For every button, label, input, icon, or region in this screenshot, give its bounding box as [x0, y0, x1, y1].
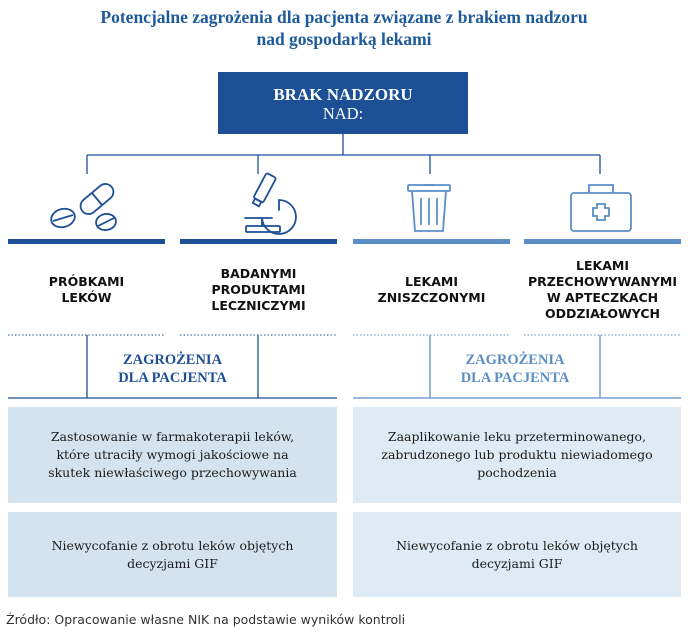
panel-left-top-line-2: które utraciły wymogi jakościowe na	[56, 447, 289, 462]
category-4-line-4: ODDZIAŁOWYCH	[544, 306, 660, 321]
category-3-line-2: ZNISZCZONYMI	[377, 290, 486, 305]
panel-left-bottom-line-1: Niewycofanie z obrotu leków objętych	[51, 537, 294, 553]
category-lekami-przechowywanymi	[524, 248, 681, 332]
category-2-line-2: PRODUKTAMI	[211, 282, 306, 297]
panel-left-top-line-1: Zastosowanie w farmakoterapii leków,	[50, 429, 295, 444]
title-line-1: Potencjalne zagrożenia dla pacjenta związane z brakiem nadzoru	[100, 7, 588, 27]
category-bar-4	[524, 239, 681, 244]
trash-bin-icon	[408, 185, 450, 231]
category-4-line-1: LEKAMI	[576, 258, 629, 273]
category-bar-3	[353, 239, 510, 244]
top-box-line-1: BRAK NADZORU	[273, 85, 413, 104]
panel-right-bottom-line-2: decyzjami GIF	[471, 555, 563, 571]
threat-label-right	[433, 348, 597, 390]
category-bar-2	[180, 239, 337, 244]
panel-right-top-line-2: zabrudzonego lub produktu niewiadomego	[381, 447, 653, 462]
category-2-line-3: LECZNICZYMI	[211, 298, 306, 313]
threat-left-line-2: DLA PACJENTA	[118, 370, 227, 386]
tree-connectors	[87, 134, 600, 174]
first-aid-kit-icon	[571, 185, 631, 231]
panel-right-bottom	[353, 512, 681, 597]
category-badanymi-produktami	[180, 248, 337, 332]
threat-right-line-1: ZAGROŻENIA	[465, 352, 565, 368]
category-bar-1	[8, 239, 165, 244]
category-probkami-lekow	[8, 248, 165, 332]
panel-right-top-line-1: Zaaplikowanie leku przeterminowanego,	[387, 429, 647, 444]
panel-right-top	[353, 407, 681, 503]
category-1-line-1: PRÓBKAMI	[48, 274, 125, 289]
top-box-line-2: NAD:	[322, 104, 364, 123]
panel-right-bottom-line-1: Niewycofanie z obrotu leków objętych	[396, 537, 638, 553]
pills-icon	[49, 181, 117, 232]
panel-left-bottom-line-2: decyzjami GIF	[127, 555, 218, 571]
title-line-2: nad gospodarką lekami	[256, 29, 432, 49]
category-lekami-zniszczonymi	[353, 248, 510, 332]
panel-left-bottom	[8, 512, 337, 597]
threat-left-line-1: ZAGROŻENIA	[122, 352, 223, 368]
threat-right-line-2: DLA PACJENTA	[460, 370, 570, 386]
source-note: Źródło: Opracowanie własne NIK na podstawie wyników kontroli	[6, 612, 406, 627]
category-1-line-2: LEKÓW	[61, 290, 112, 305]
panel-right-top-line-3: pochodzenia	[477, 465, 557, 480]
category-4-line-3: W APTECZKACH	[546, 290, 659, 305]
category-3-line-1: LEKAMI	[405, 274, 458, 289]
threat-label-left	[90, 348, 255, 390]
category-4-line-2: PRZECHOWYWANYMI	[528, 274, 677, 289]
category-2-line-1: BADANYMI	[220, 266, 297, 281]
panel-left-top	[8, 407, 337, 503]
microscope-icon	[245, 173, 296, 234]
panel-left-top-line-3: skutek niewłaściwego przechowywania	[48, 465, 297, 480]
